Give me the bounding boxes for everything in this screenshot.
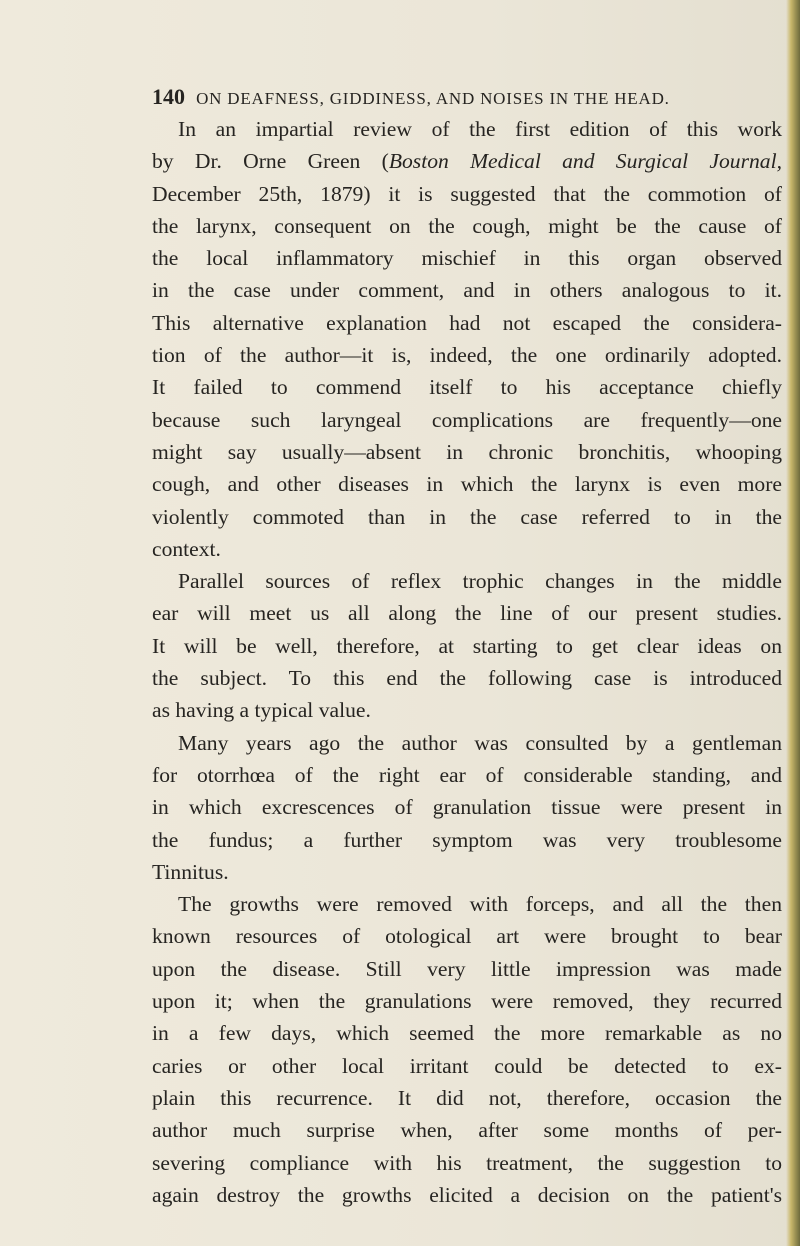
text-line: violently commoted than in the case referred to in the [152, 504, 782, 529]
text-segment: by Dr. Orne Green ( [152, 149, 389, 174]
text-line: again destroy the growths elicited a decision on the patient's [152, 1182, 782, 1207]
text-line: the larynx, consequent on the cough, might be the cause of [152, 213, 782, 238]
body-text [152, 113, 782, 1211]
text-line: context. [152, 536, 221, 561]
text-line: the subject. To this end the following case is introduced [152, 666, 782, 691]
text-line: Parallel sources of reflex trophic changes in the middle [178, 569, 782, 594]
text-line: Tinnitus. [152, 859, 229, 884]
text-line: December 25th, 1879) it is suggested that the commotion of [152, 181, 782, 206]
page-edge [786, 0, 800, 1246]
text-line: in the case under comment, and in others analogous to it. [152, 278, 782, 303]
text-line: Many years ago the author was consulted by a gentleman [178, 730, 782, 755]
journal-title: Boston Medical and Surgical Journal, [388, 149, 782, 174]
text-line: caries or other local irritant could be detected to ex- [152, 1053, 782, 1078]
text-line: It will be well, therefore, at starting to get clear ideas on [152, 633, 782, 658]
text-line [152, 145, 782, 177]
text-line: upon the disease. Still very little impression was made [152, 956, 782, 981]
text-line: for otorrhœa of the right ear of considerable standing, and [152, 762, 782, 787]
text-line: in a few days, which seemed the more remarkable as no [152, 1021, 782, 1046]
running-header [152, 84, 712, 110]
text-line: tion of the author—it is, indeed, the one ordinarily adopted. [152, 343, 782, 368]
text-line: known resources of otological art were brought to bear [152, 924, 782, 949]
text-line: This alternative explanation had not escaped the considera- [152, 310, 782, 335]
text-line: in which excrescences of granulation tissue were present in [152, 795, 782, 820]
running-title: ON DEAFNESS, GIDDINESS, AND NOISES IN THE HEAD. [196, 89, 670, 108]
text-line: It failed to commend itself to his acceptance chiefly [152, 375, 782, 400]
text-line: ear will meet us all along the line of our present studies. [152, 601, 782, 626]
text-line: because such laryngeal complications are frequently—one [152, 407, 782, 432]
text-line: author much surprise when, after some months of per- [152, 1118, 782, 1143]
text-line: upon it; when the granulations were removed, they recurred [152, 989, 782, 1014]
text-line: severing compliance with his treatment, the suggestion to [152, 1150, 782, 1175]
page-number: 140 [152, 84, 185, 109]
text-line: the local inflammatory mischief in this organ observed [152, 246, 782, 271]
text-line: as having a typical value. [152, 698, 371, 723]
text-line: plain this recurrence. It did not, therefore, occasion the [152, 1085, 782, 1110]
text-line: might say usually—absent in chronic bronchitis, whooping [152, 439, 782, 464]
text-line: the fundus; a further symptom was very troublesome [152, 827, 782, 852]
text-line: In an impartial review of the first edition of this work [178, 117, 782, 141]
text-line: cough, and other diseases in which the larynx is even more [152, 472, 782, 497]
text-line: The growths were removed with forceps, and all the then [178, 892, 782, 917]
